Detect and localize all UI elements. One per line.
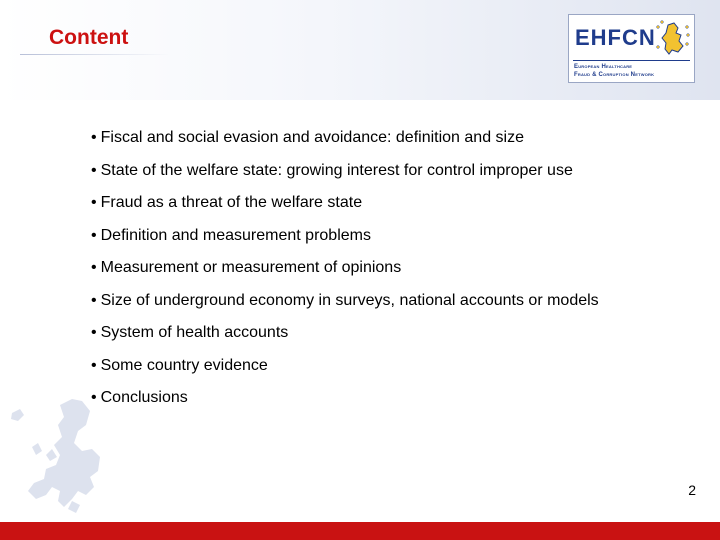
bullet-marker: •: [91, 389, 97, 406]
list-item: • Conclusions: [91, 389, 188, 406]
list-item: • Fiscal and social evasion and avoidance: definition and size: [91, 129, 524, 146]
bullet-marker: •: [91, 161, 97, 179]
logo-subtitle: European Healthcare Fraud & Corruption Network: [574, 64, 655, 78]
list-item: • Fraud as a threat of the welfare state: [91, 194, 363, 211]
title-divider: [20, 54, 170, 55]
list-item: • Some country evidence: [91, 356, 268, 374]
bullet-marker: •: [91, 356, 97, 374]
list-item: • Measurement or measurement of opinions: [91, 259, 402, 276]
page-number: 2: [688, 482, 696, 498]
list-item: • System of health accounts: [91, 324, 289, 341]
bullet-marker: •: [91, 129, 97, 146]
bullet-marker: •: [91, 226, 97, 244]
europe-stars-icon: [654, 19, 692, 59]
bullet-list: [91, 127, 651, 420]
bullet-marker: •: [91, 324, 97, 341]
logo-divider: [573, 60, 690, 61]
bullet-marker: •: [91, 259, 97, 276]
logo-acronym: EHFCN: [575, 25, 656, 50]
slide-title: Content: [49, 26, 129, 49]
footer-bar: [0, 522, 720, 540]
list-item: • State of the welfare state: growing interest for control improper use: [91, 161, 573, 179]
ehfcn-logo: [568, 14, 695, 83]
bullet-marker: •: [91, 194, 97, 211]
bullet-marker: •: [91, 291, 97, 309]
list-item: • Definition and measurement problems: [91, 226, 371, 244]
list-item: • Size of underground economy in surveys, national accounts or models: [91, 291, 599, 309]
